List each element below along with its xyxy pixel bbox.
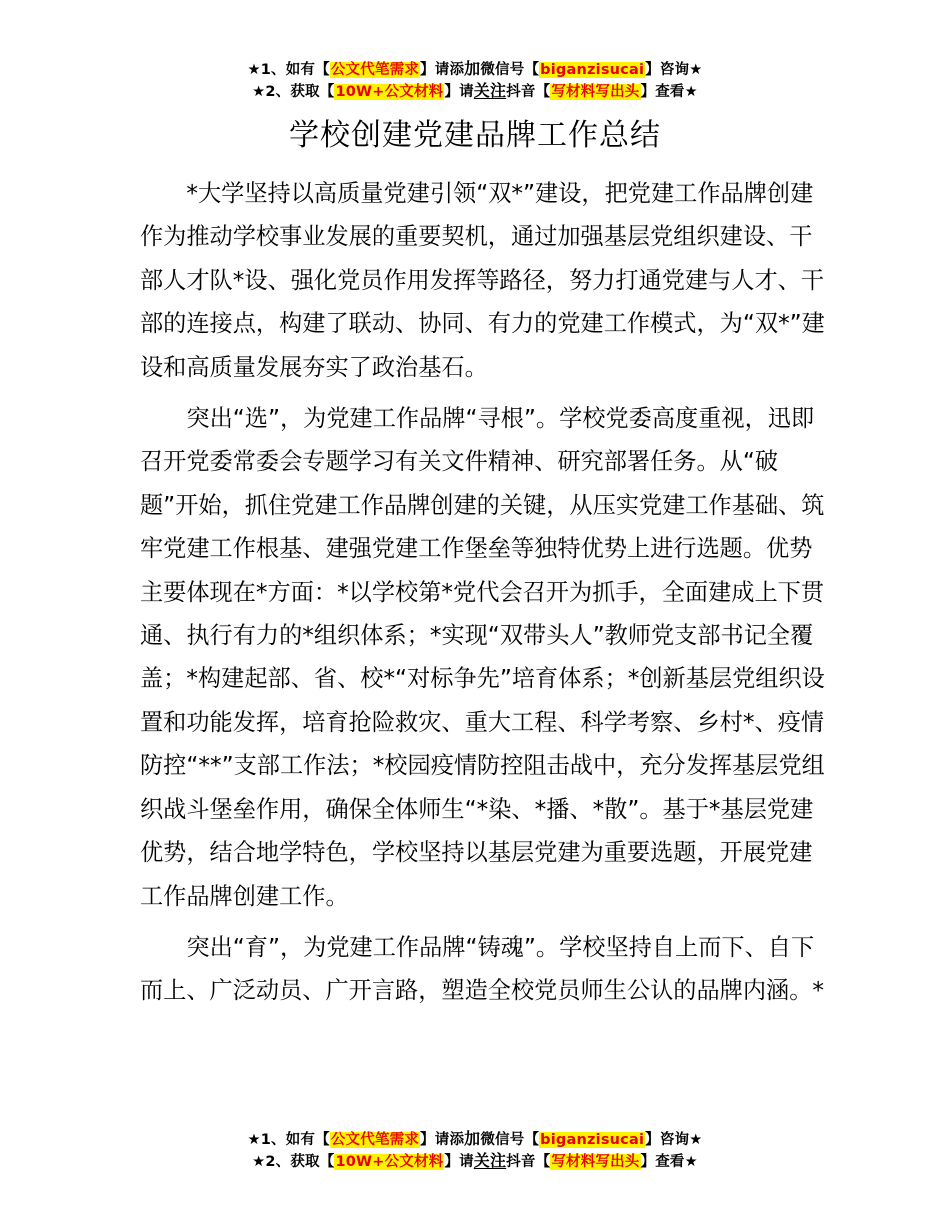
promo-highlight-wechat-id: biganzisucai bbox=[540, 62, 645, 78]
footer-line-1-prefix: ★1、如有【 bbox=[247, 1132, 330, 1148]
header-promo-banner bbox=[0, 58, 950, 102]
footer-highlight-wechat-id: biganzisucai bbox=[540, 1132, 645, 1148]
footer-highlight-douyin-account: 写材料写出头 bbox=[551, 1154, 640, 1170]
promo-line-1-suffix: 】咨询★ bbox=[645, 62, 703, 78]
body-paragraph-3: 突出“育”，为党建工作品牌“铸魂”。学校坚持自上而下、自下而上、广泛动员、广开言路，塑造全校党员师生公认的品牌内涵。* bbox=[140, 933, 825, 1005]
footer-line-1-add: 加 bbox=[464, 1129, 481, 1148]
footer-promo-banner bbox=[0, 1128, 950, 1172]
promo-line-2-prefix: ★2、获取【 bbox=[252, 84, 335, 100]
promo-highlight-materials: 10W+公文材料 bbox=[335, 84, 444, 100]
footer-line-1-suffix: 】咨询★ bbox=[645, 1132, 703, 1148]
footer-line-2-text-2: 抖音【 bbox=[506, 1154, 551, 1170]
footer-promo-line-2 bbox=[0, 1150, 950, 1172]
body-paragraph-2: 突出“选”，为党建工作品牌“寻根”。学校党委高度重视，迅即召开党委常委会专题学习有关文件精神、研究部署任务。从“破题”开始，抓住党建工作品牌创建的关键，从压实党建工作基础、筑牢党建工作根基、建强党建工作堡垒等独特优势上进行选题。优势主要体现在*方面：*以学校第*党代会召开为抓手，全面建成上下贯通、执行有力的*组织体系；*实现“双带头人”教师党支部书记全覆盖；*构建起部、省、校*“对标争先”培育体系；*创新基层党组织设置和功能发挥，培育抢险救灾、重大工程、科学考察、乡村*、疫情防控“**”支部工作法；*校园疫情防控阻击战中，充分发挥基层党组织战斗堡垒作用，确保全体师生“*染、*播、*散”。基于*基层党建优势，结合地学特色，学校坚持以基层党建为重要选题，开展党建工作品牌创建工作。 bbox=[140, 405, 825, 910]
footer-line-2-prefix: ★2、获取【 bbox=[252, 1154, 335, 1170]
footer-highlight-writing-service: 公文代笔需求 bbox=[330, 1132, 420, 1148]
footer-highlight-materials: 10W+公文材料 bbox=[335, 1154, 444, 1170]
promo-line-2-follow: 关注 bbox=[473, 81, 507, 100]
promo-line-1-text-2: 微信号【 bbox=[480, 62, 540, 78]
promo-highlight-douyin-account: 写材料写出头 bbox=[551, 84, 640, 100]
body-paragraph-1: *大学坚持以高质量党建引领“双*”建设，把党建工作品牌创建作为推动学校事业发展的重要契机，通过加强基层党组织建设、干部人才队*设、强化党员作用发挥等路径，努力打通党建与人才、干部的连接点，构建了联动、协同、有力的党建工作模式，为“双*”建设和高质量发展夯实了政治基石。 bbox=[140, 180, 825, 381]
footer-line-1-text: 】请添 bbox=[420, 1132, 465, 1148]
promo-line-2-text: 】请 bbox=[444, 84, 474, 100]
footer-line-1-text-2: 微信号【 bbox=[480, 1132, 540, 1148]
promo-line-2-text-2: 抖音【 bbox=[506, 84, 551, 100]
promo-line-1-text: 】请添 bbox=[420, 62, 465, 78]
promo-line-2 bbox=[0, 80, 950, 102]
promo-line-1-add: 加 bbox=[464, 59, 481, 78]
document-title: 学校创建党建品牌工作总结 bbox=[289, 118, 661, 153]
footer-line-2-suffix: 】查看★ bbox=[640, 1154, 698, 1170]
promo-highlight-writing-service: 公文代笔需求 bbox=[330, 62, 420, 78]
promo-line-1-prefix: ★1、如有【 bbox=[247, 62, 330, 78]
document-body bbox=[140, 172, 832, 1021]
footer-promo-line-1 bbox=[0, 1128, 950, 1150]
footer-line-2-follow: 关注 bbox=[473, 1151, 507, 1170]
promo-line-1 bbox=[0, 58, 950, 80]
promo-line-2-suffix: 】查看★ bbox=[640, 84, 698, 100]
footer-line-2-text: 】请 bbox=[444, 1154, 474, 1170]
